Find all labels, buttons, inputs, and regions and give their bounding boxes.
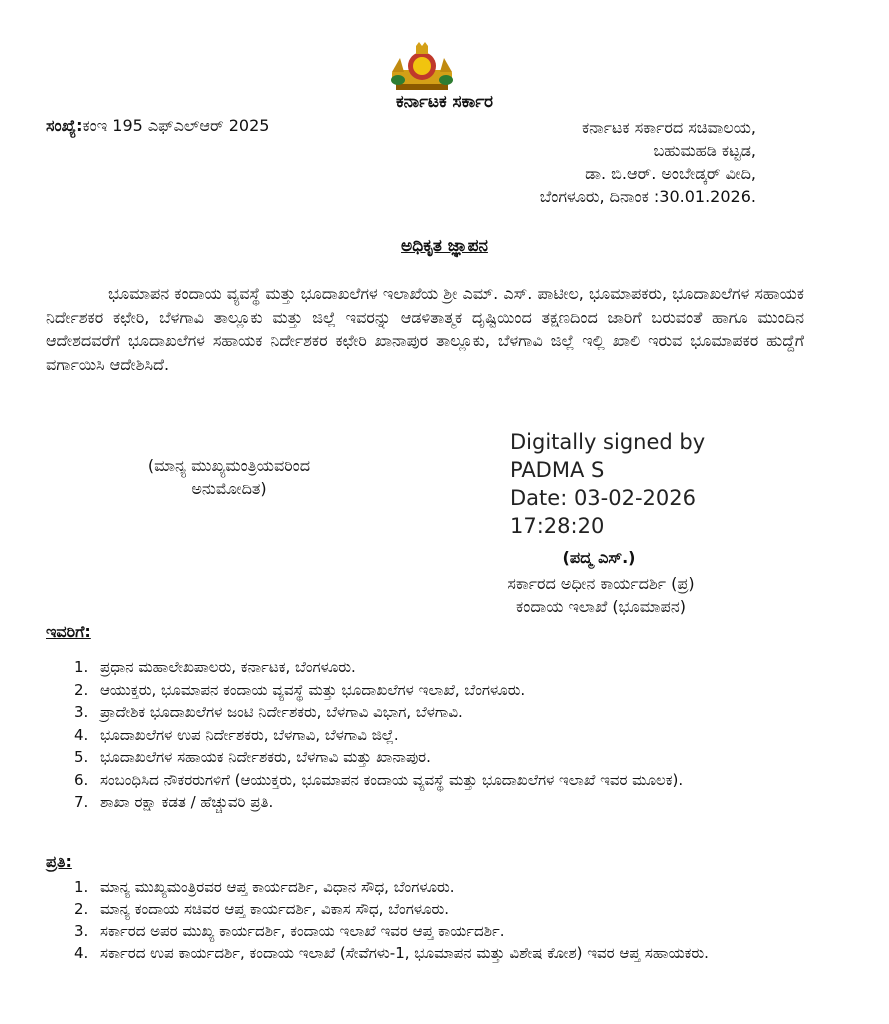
item-text: ಪ್ರಾದೇಶಿಕ ಭೂದಾಖಲೆಗಳ ಜಂಟಿ ನಿರ್ದೇಶಕರು, ಬೆಳಗಾವಿ ವಿಭಾಗ, ಬೆಳಗಾವಿ.	[100, 703, 463, 721]
list-item	[46, 942, 816, 964]
copies-heading: ಪ್ರತಿ:	[46, 852, 72, 871]
list-item	[46, 724, 816, 746]
item-number: 1.	[74, 658, 89, 676]
item-text: ಶಾಖಾ ರಕ್ಷಾ ಕಡತ / ಹೆಚ್ಚುವರಿ ಪ್ರತಿ.	[100, 793, 274, 811]
memo-body: ಭೂಮಾಪನ ಕಂದಾಯ ವ್ಯವಸ್ಥೆ ಮತ್ತು ಭೂದಾಖಲೆಗಳ ಇಲಾಖೆಯ ಶ್ರೀ ಎಮ್. ಎಸ್. ಪಾಟೀಲ, ಭೂಮಾಪಕರು, ಭೂದಾಖಲೆಗಳ ಸಹಾಯಕ ನಿರ್ದೇಶಕರ ಕಛೇರಿ, ಬೆಳಗಾವಿ ತಾಲ್ಲೂಕು ಮತ್ತು ಜಿಲ್ಲೆ ಇವರನ್ನು ಆಡಳಿತಾತ್ಮಕ ದೃಷ್ಟಿಯಿಂದ ತಕ್ಷಣದಿಂದ ಜಾರಿಗೆ ಬರುವಂತೆ ಹಾಗೂ ಮುಂದಿನ ಆದೇಶದವರೆಗೆ ಭೂದಾಖಲೆಗಳ ಸಹಾಯಕ ನಿರ್ದೇಶಕರ ಕಛೇರಿ ಖಾನಾಪುರ ತಾಲ್ಲೂಕು, ಬೆಳಗಾವಿ ಜಿಲ್ಲೆ ಇಲ್ಲಿ ಖಾಲಿ ಇರುವ ಭೂಮಾಪಕರ ಹುದ್ದೆಗೆ ವರ್ಗಾಯಿಸಿ ಆದೇಶಿಸಿದೆ.	[46, 284, 804, 374]
approval-line: ಅನುಮೋದಿತ)	[191, 479, 267, 498]
list-item	[46, 791, 816, 813]
item-text: ಸರ್ಕಾರದ ಅಪರ ಮುಖ್ಯ ಕಾರ್ಯದರ್ಶಿ, ಕಂದಾಯ ಇಲಾಖೆ ಇವರ ಆಪ್ತ ಕಾರ್ಯದರ್ಶಿ.	[100, 922, 505, 940]
item-text: ಪ್ರಧಾನ ಮಹಾಲೇಖಪಾಲರು, ಕರ್ನಾಟಕ, ಬೆಂಗಳೂರು.	[100, 658, 356, 676]
copies-list	[46, 876, 816, 964]
department-line: ಕಂದಾಯ ಇಲಾಖೆ (ಭೂಮಾಪನ)	[516, 597, 686, 616]
item-text: ಆಯುಕ್ತರು, ಭೂಮಾಪನ ಕಂದಾಯ ವ್ಯವಸ್ಥೆ ಮತ್ತು ಭೂದಾಖಲೆಗಳ ಇಲಾಖೆ, ಬೆಂಗಳೂರು.	[100, 680, 526, 699]
item-number: 3.	[74, 922, 89, 940]
digital-signature-date: Date: 03-02-2026	[510, 486, 696, 510]
office-address	[494, 116, 756, 208]
item-number: 6.	[74, 770, 89, 789]
list-item	[46, 898, 816, 920]
address-line: ಡಾ. ಬಿ.ಆರ್. ಅಂಬೇಡ್ಕರ್ ವೀದಿ,	[585, 164, 756, 183]
list-item	[46, 656, 816, 678]
list-item	[46, 920, 816, 942]
karnataka-emblem-icon	[386, 42, 458, 94]
address-line: ಕರ್ನಾಟಕ ಸರ್ಕಾರದ ಸಚಿವಾಲಯ,	[581, 118, 756, 137]
digital-signature-name: PADMA S	[510, 458, 605, 482]
digital-signature-time: 17:28:20	[510, 514, 605, 538]
item-text: ಮಾನ್ಯ ಕಂದಾಯ ಸಚಿವರ ಆಪ್ತ ಕಾರ್ಯದರ್ಶಿ, ವಿಕಾಸ ಸೌಧ, ಬೆಂಗಳೂರು.	[100, 900, 450, 918]
recipients-heading: ಇವರಿಗೆ:	[46, 622, 91, 641]
approval-line: (ಮಾನ್ಯ ಮುಖ್ಯಮಂತ್ರಿಯವರಿಂದ	[147, 456, 311, 475]
address-date-line: ಬೆಂಗಳೂರು, ದಿನಾಂಕ :30.01.2026.	[539, 187, 756, 206]
designation-line: ಸರ್ಕಾರದ ಅಧೀನ ಕಾರ್ಯದರ್ಶಿ (ಪ್ರ)	[507, 574, 695, 593]
recipients-list	[46, 656, 816, 814]
item-number: 1.	[74, 878, 89, 896]
item-number: 5.	[74, 748, 89, 766]
item-text: ಭೂದಾಖಲೆಗಳ ಸಹಾಯಕ ನಿರ್ದೇಶಕರು, ಬೆಳಗಾವಿ ಮತ್ತು ಖಾನಾಪುರ.	[100, 748, 431, 766]
item-number: 2.	[74, 900, 89, 918]
memo-title: ಅಧಿಕೃತ ಜ್ಞಾಪನ	[401, 236, 488, 256]
item-number: 7.	[74, 793, 89, 811]
reference-label: ಸಂಖ್ಯೆ:	[46, 116, 83, 135]
item-text: ಮಾನ್ಯ ಮುಖ್ಯಮಂತ್ರಿರವರ ಆಪ್ತ ಕಾರ್ಯದರ್ಶಿ, ವಿಧಾನ ಸೌಧ, ಬೆಂಗಳೂರು.	[100, 878, 455, 896]
signatory-designation	[470, 572, 732, 618]
list-item	[46, 876, 816, 898]
list-item	[46, 769, 816, 791]
signatory-name: (ಪದ್ಮ ಎಸ್.)	[562, 548, 636, 567]
item-number: 4.	[74, 944, 89, 962]
item-text: ಭೂದಾಖಲೆಗಳ ಉಪ ನಿರ್ದೇಶಕರು, ಬೆಳಗಾವಿ, ಬೆಳಗಾವಿ ಜಿಲ್ಲೆ.	[100, 725, 399, 744]
reference-number	[46, 116, 269, 136]
list-item	[46, 746, 816, 768]
list-item	[46, 679, 816, 701]
item-number: 3.	[74, 703, 89, 721]
item-number: 2.	[74, 680, 89, 699]
digital-signature	[510, 428, 705, 540]
item-number: 4.	[74, 725, 89, 744]
item-text: ಸಂಬಂಧಿಸಿದ ನೌಕರರುಗಳಿಗೆ (ಆಯುಕ್ತರು, ಭೂಮಾಪನ ಕಂದಾಯ ವ್ಯವಸ್ಥೆ ಮತ್ತು ಭೂದಾಖಲೆಗಳ ಇಲಾಖೆ ಇವರ ಮೂಲಕ).	[100, 770, 684, 789]
reference-value: ಕಂಇ 195 ಎಫ್‌ಎಲ್‌ಆರ್ 2025	[82, 116, 270, 135]
address-line: ಬಹುಮಹಡಿ ಕಟ್ಟಡ,	[653, 141, 756, 160]
government-title: ಕರ್ನಾಟಕ ಸರ್ಕಾರ	[395, 92, 494, 112]
approval-note	[104, 454, 354, 500]
digital-signature-line: Digitally signed by	[510, 430, 706, 454]
item-text: ಸರ್ಕಾರದ ಉಪ ಕಾರ್ಯದರ್ಶಿ, ಕಂದಾಯ ಇಲಾಖೆ (ಸೇವೆಗಳು-1, ಭೂಮಾಪನ ಮತ್ತು ವಿಶೇಷ ಕೋಶ) ಇವರ ಆಪ್ತ ಸಹಾಯಕರು.	[100, 944, 709, 962]
list-item	[46, 701, 816, 723]
